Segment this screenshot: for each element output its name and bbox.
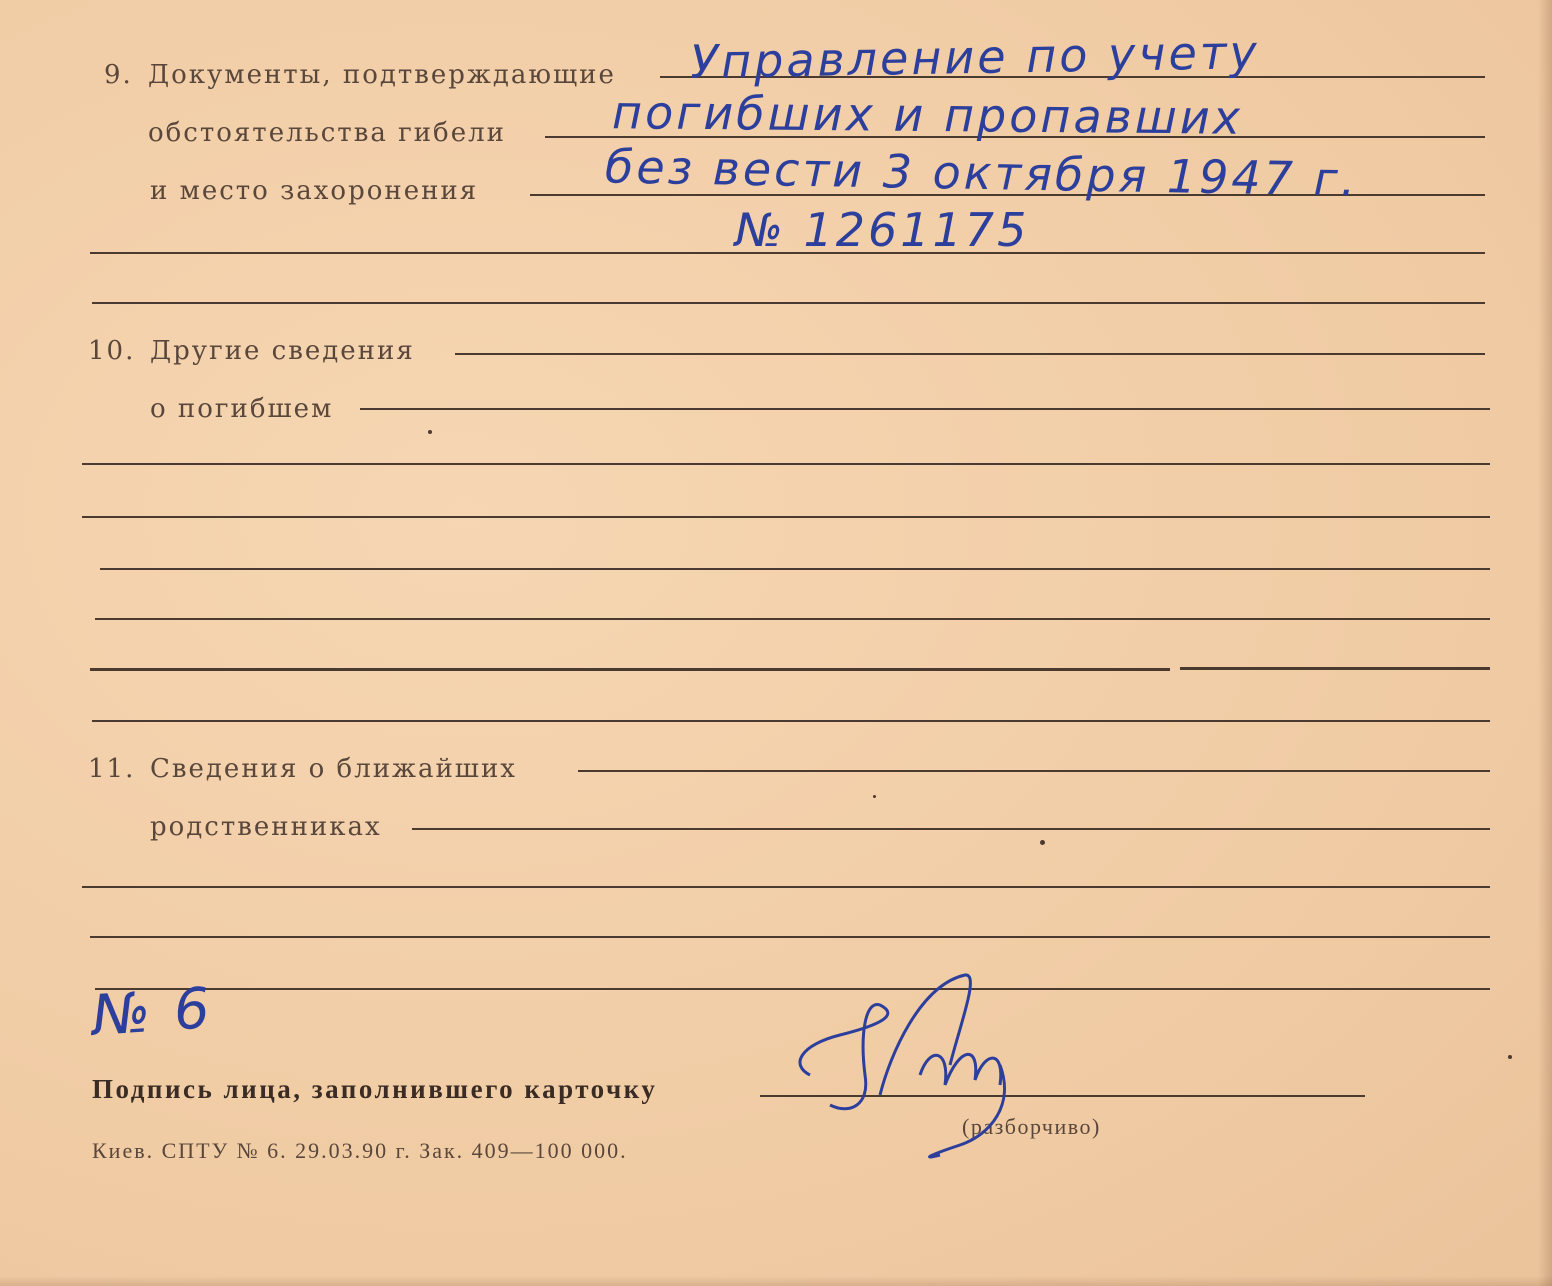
paper-speck — [428, 430, 432, 434]
paper-speck — [1040, 840, 1045, 845]
item11-number: 11. — [88, 754, 136, 784]
item10-label-line2: о погибшем — [150, 394, 334, 424]
item10-rule-3 — [82, 463, 1490, 465]
item10-number: 10. — [88, 336, 136, 366]
item11-label-line2: родственниках — [150, 812, 382, 842]
item10-rule-4 — [82, 516, 1490, 518]
card-edge-shadow — [1538, 0, 1552, 1286]
card-bottom-shadow — [0, 1276, 1552, 1286]
printer-imprint: Киев. СПТУ № 6. 29.03.90 г. Зак. 409—100 000. — [92, 1138, 628, 1163]
item9-label-line1: Документы, подтверждающие — [148, 60, 616, 90]
item11-label-line1: Сведения о ближайших — [150, 754, 517, 784]
item11-rule-3 — [82, 886, 1490, 888]
item11-rule-4 — [90, 936, 1490, 938]
item9-handwriting-line3: без вести 3 октября 1947 г. — [604, 139, 1359, 207]
paper-speck — [873, 795, 876, 798]
item11-rule-2 — [412, 828, 1490, 830]
item10-rule-5 — [100, 568, 1490, 570]
item10-rule-7a — [90, 668, 1170, 671]
signature-label: Подпись лица, заполнившего карточку — [92, 1074, 658, 1104]
item10-rule-7b — [1180, 667, 1490, 670]
paper-speck — [1508, 1055, 1512, 1059]
item10-rule-1 — [455, 353, 1485, 355]
item10-label-line1: Другие сведения — [150, 336, 415, 366]
item9-handwriting-line4: № 1261175 — [735, 203, 1030, 257]
legible-note: (разборчиво) — [962, 1114, 1101, 1139]
item9-handwriting-line1: Управление по учету — [689, 25, 1261, 89]
item9-handwriting-line2: погибших и пропавших — [611, 85, 1244, 145]
item10-rule-8 — [92, 720, 1490, 722]
handwritten-card-number: № 6 — [89, 975, 215, 1050]
item10-rule-6 — [95, 618, 1490, 620]
item10-rule-2 — [360, 408, 1490, 410]
item9-rule-5 — [92, 302, 1485, 304]
item9-label-line2: обстоятельства гибели — [148, 118, 506, 148]
signature-mark — [770, 965, 1070, 1165]
item9-label-line3: и место захоронения — [150, 176, 479, 206]
item11-rule-1 — [578, 770, 1490, 772]
item9-number: 9. — [104, 60, 133, 90]
